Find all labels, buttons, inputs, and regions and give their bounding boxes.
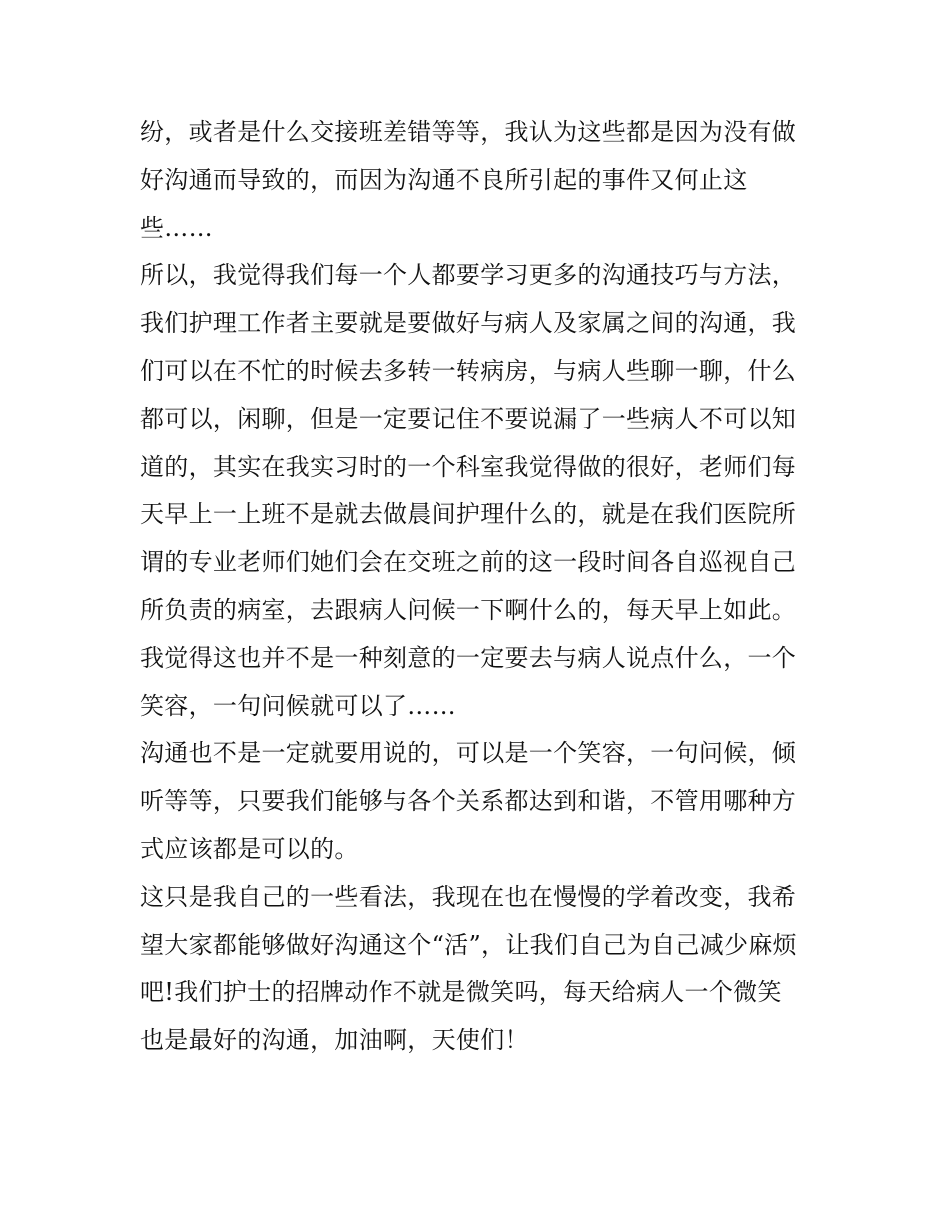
- text-line: 道的，其实在我实习时的一个科室我觉得做的很好，老师们每: [140, 452, 797, 481]
- text-line: 些……: [140, 213, 213, 242]
- text-line: 望大家都能够做好沟通这个“活”，让我们自己为自己减少麻烦: [140, 930, 797, 959]
- text-line: 好沟通而导致的，而因为沟通不良所引起的事件又何止这: [140, 165, 748, 194]
- text-line: 我们护理工作者主要就是要做好与病人及家属之间的沟通，我: [140, 309, 797, 338]
- text-line: 笑容，一句问候就可以了……: [140, 691, 456, 720]
- text-line: 纷，或者是什么交接班差错等等，我认为这些都是因为没有做: [140, 118, 797, 146]
- text-line: 所负责的病室，去跟病人问候一下啊什么的，每天早上如此。: [140, 595, 797, 624]
- text-line: 们可以在不忙的时候去多转一转病房，与病人些聊一聊，什么: [140, 356, 797, 385]
- text-line: 沟通也不是一定就要用说的，可以是一个笑容，一句问候，倾: [140, 739, 797, 768]
- text-line: 听等等，只要我们能够与各个关系都达到和谐，不管用哪种方: [140, 787, 797, 816]
- text-line: 谓的专业老师们她们会在交班之前的这一段时间各自巡视自己: [140, 548, 797, 577]
- text-line: 所以，我觉得我们每一个人都要学习更多的沟通技巧与方法，: [140, 261, 797, 290]
- text-line: 这只是我自己的一些看法，我现在也在慢慢的学着改变，我希: [140, 882, 797, 911]
- body-text: [140, 109, 830, 1065]
- text-line: 吧!我们护士的招牌动作不就是微笑吗，每天给病人一个微笑: [140, 978, 782, 1007]
- text-line: 都可以，闲聊，但是一定要记住不要说漏了一些病人不可以知: [140, 404, 797, 433]
- text-line: 我觉得这也并不是一种刻意的一定要去与病人说点什么，一个: [140, 643, 797, 672]
- text-line: 式应该都是可以的。: [140, 834, 359, 863]
- text-line: 也是最好的沟通，加油啊，天使们！: [140, 1026, 529, 1055]
- text-line: 天早上一上班不是就去做晨间护理什么的，就是在我们医院所: [140, 500, 797, 529]
